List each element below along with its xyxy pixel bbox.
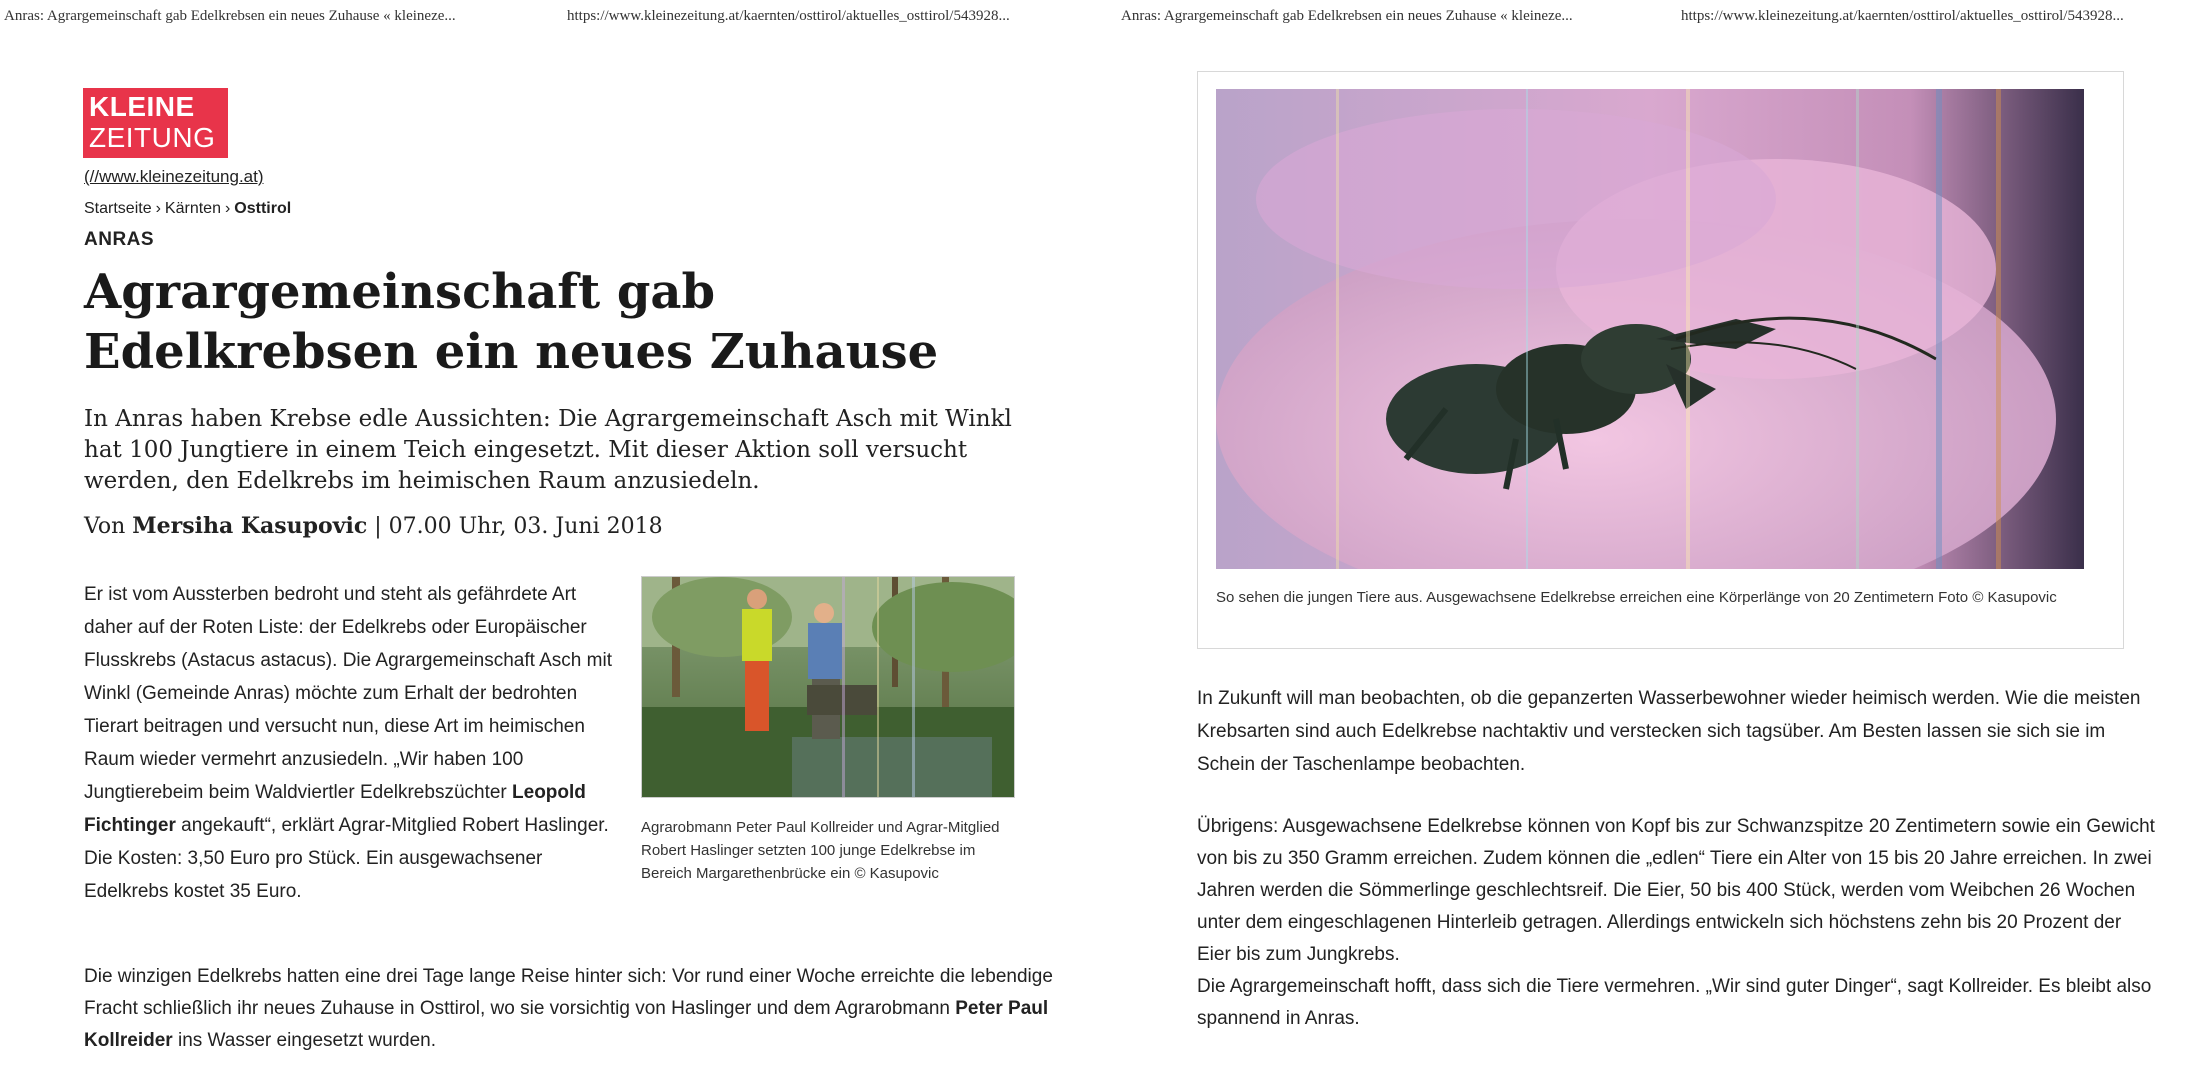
print-header-url-1: https://www.kleinezeitung.at/kaernten/osttirol/aktuelles_osttirol/543928... bbox=[567, 8, 1010, 24]
breadcrumb-separator-icon: › bbox=[224, 200, 231, 217]
byline-prefix: Von bbox=[84, 514, 126, 539]
site-link[interactable]: (//www.kleinezeitung.at) bbox=[84, 167, 264, 186]
photo-crayfish-on-hand bbox=[1216, 89, 2084, 569]
body-paragraph-1-text-b: angekauft“, erklärt Agrar-Mitglied Robert Haslinger. Die Kosten: 3,50 Euro pro Stück. Ein ausgewachsener Edelkrebs kostet 35 Euro. bbox=[84, 815, 609, 902]
logo-line-2: ZEITUNG bbox=[89, 122, 216, 153]
article-byline bbox=[84, 513, 663, 539]
photo-caption-small: Agrarobmann Peter Paul Kollreider und Agrar-Mitglied Robert Haslinger setzten 100 junge Edelkrebse im Bereich Margarethenbrücke ein © Kasupovic bbox=[641, 819, 1000, 882]
logo-line-1: KLEINE bbox=[89, 91, 195, 122]
article-kicker: ANRAS bbox=[84, 229, 155, 250]
body-paragraph-3: In Zukunft will man beobachten, ob die gepanzerten Wasserbewohner wieder heimisch werden. Wie die meisten Krebsarten sind auch Edelkrebse nachtaktiv und verstecken sich tagsüber. Am Besten lassen sie sich sie im Schein der Taschenlampe beobachten. bbox=[1197, 688, 2141, 775]
kleine-zeitung-logo[interactable] bbox=[83, 88, 228, 158]
photo-men-at-pond bbox=[641, 576, 1015, 798]
print-header-url-2: https://www.kleinezeitung.at/kaernten/osttirol/aktuelles_osttirol/543928... bbox=[1681, 8, 2124, 24]
body-paragraph-1 bbox=[84, 578, 624, 908]
body-paragraph-2-text-b: ins Wasser eingesetzt wurden. bbox=[177, 1030, 437, 1051]
article-headline: Agrargemeinschaft gab Edelkrebsen ein neues Zuhause bbox=[84, 264, 939, 380]
photo-caption-large: So sehen die jungen Tiere aus. Ausgewachsene Edelkrebse erreichen eine Körperlänge von 20 Zentimetern Foto © Kasupovic bbox=[1216, 589, 2057, 606]
body-paragraph-4 bbox=[1197, 811, 2157, 1035]
body-paragraph-2-text-a: Die winzigen Edelkrebs hatten eine drei Tage lange Reise hinter sich: Vor rund einer Woche erreichte die lebendige Fracht schließlich ihr neues Zuhause in Osttirol, wo sie vorsichtig von Haslinger und dem Agrarobmann bbox=[84, 966, 1053, 1019]
body-paragraph-1-text-a: Er ist vom Aussterben bedroht und steht als gefährdete Art daher auf der Roten Liste: der Edelkrebs oder Europäischer Flusskrebs (Astacus astacus). Die Agrargemeinschaft Asch mit Winkl (Gemeinde Anras) möchte zum Erhalt der bedrohten Tierart beitragen und versucht nun, diese Art im heimischen Raum wieder vermehrt anzusiedeln. „Wir haben 100 Jungtierebeim beim Waldviertler Edelkrebszüchter bbox=[84, 584, 612, 803]
byline-date: | 07.00 Uhr, 03. Juni 2018 bbox=[374, 514, 663, 539]
print-header-title-1: Anras: Agrargemeinschaft gab Edelkrebsen ein neues Zuhause « kleineze... bbox=[4, 8, 456, 24]
body-paragraph-4-text-a: Übrigens: Ausgewachsene Edelkrebse können von Kopf bis zur Schwanzspitze 20 Zentimetern sowie ein Gewicht von bis zu 350 Gramm erreichen. Zudem können die „edlen“ Tiere ein Alter von 15 bis 20 Jahre erreichen. In zwei Jahren werden die Sömmerlinge geschlechtsreif. Die Eier, 50 bis 400 Stück, werden vom Weibchen 26 Wochen unter dem eingeschlagenen Hinterleib getragen. Allerdings entwickeln sich höchstens zehn bis 20 Prozent der Eier bis zum Jungkrebs. bbox=[1197, 816, 2155, 965]
article-lead: In Anras haben Krebse edle Aussichten: Die Agrargemeinschaft Asch mit Winkl hat 100 Jungtiere in einem Teich eingesetzt. Mit dieser Aktion soll versucht werden, den Edelkrebs im heimischen Raum anzusiedeln. bbox=[84, 406, 1012, 494]
breadcrumb bbox=[84, 200, 291, 218]
body-paragraph-1-bold-name: Leopold Fichtinger bbox=[84, 782, 586, 836]
breadcrumb-current[interactable]: Osttirol bbox=[234, 200, 292, 217]
breadcrumb-region[interactable]: Kärnten bbox=[164, 200, 221, 217]
body-paragraph-4-text-b: Die Agrargemeinschaft hofft, dass sich die Tiere vermehren. „Wir sind guter Dinger“, sagt Kollreider. Es bleibt also spannend in Anras. bbox=[1197, 976, 2152, 1029]
breadcrumb-separator-icon: › bbox=[155, 200, 161, 217]
print-header-title-2: Anras: Agrargemeinschaft gab Edelkrebsen ein neues Zuhause « kleineze... bbox=[1121, 8, 1573, 24]
body-paragraph-2 bbox=[84, 961, 1094, 1057]
byline-author: Mersiha Kasupovic bbox=[132, 513, 368, 539]
breadcrumb-home[interactable]: Startseite bbox=[84, 200, 152, 217]
body-paragraph-2-bold-name: Peter Paul Kollreider bbox=[84, 998, 1049, 1051]
